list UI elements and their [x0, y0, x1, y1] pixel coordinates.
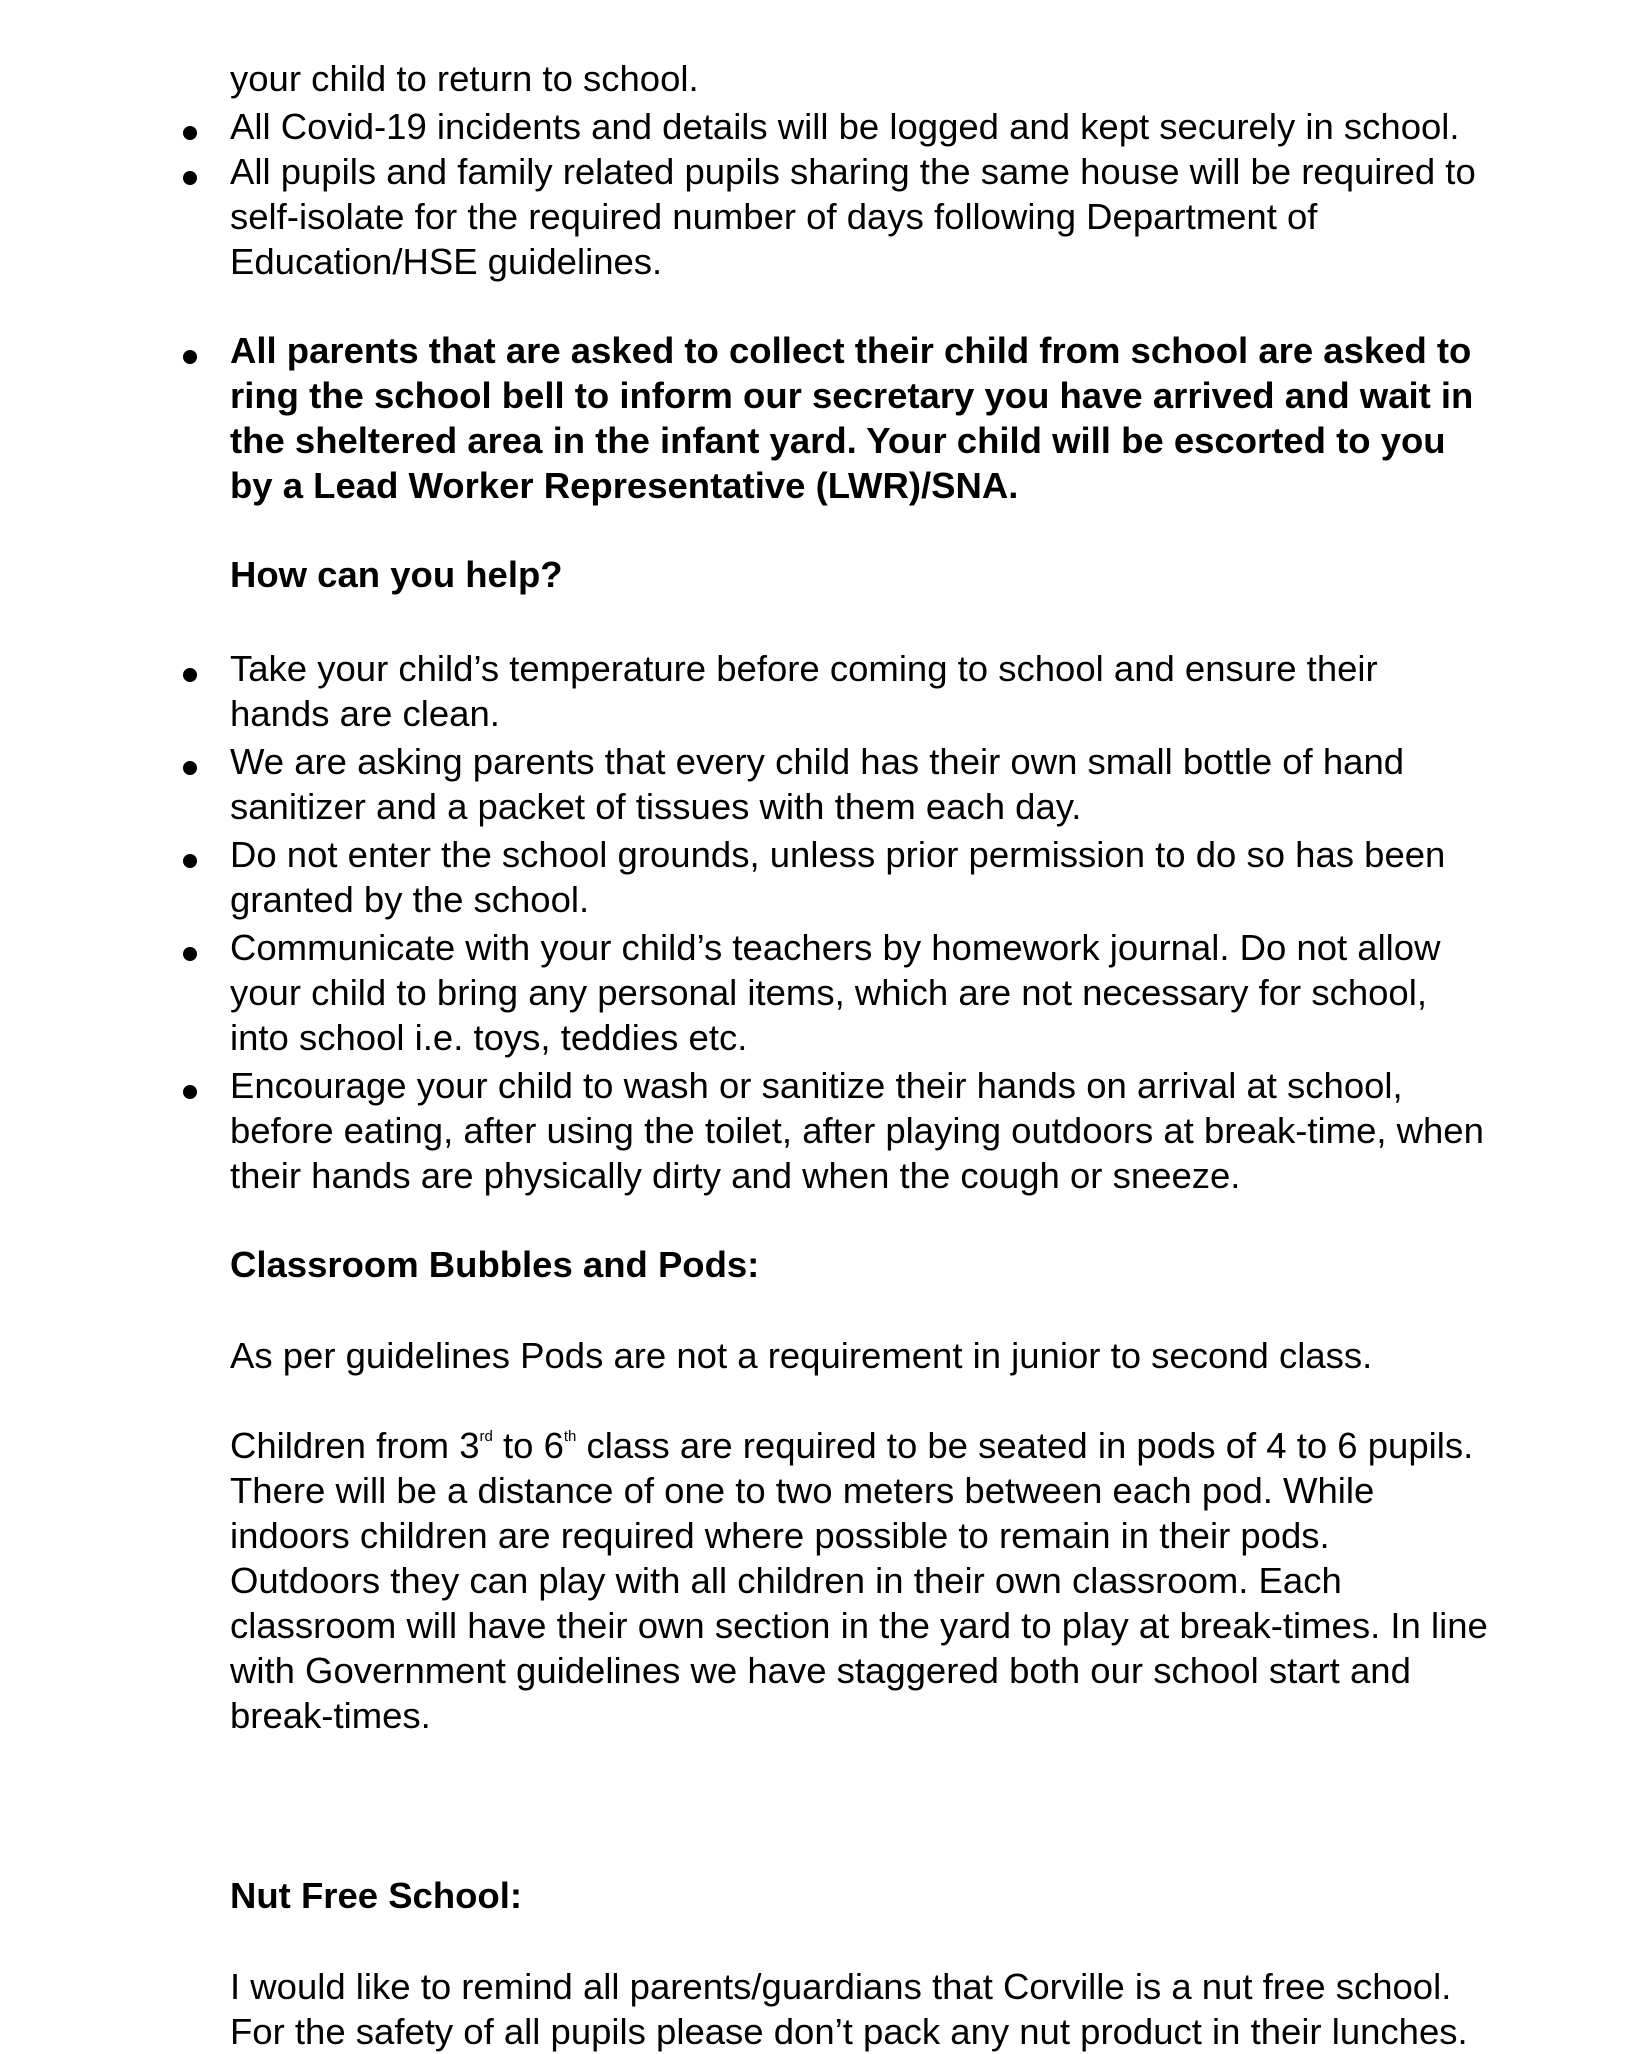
bullet-icon [183, 668, 197, 682]
bullet-text: Encourage your child to wash or sanitize their hands on arrival at school, [230, 1065, 1403, 1106]
bullet-text: Do not enter the school grounds, unless prior permission to do so has been [230, 834, 1446, 875]
pods-text-part: to 6 [492, 1425, 564, 1466]
bullet-icon [183, 171, 197, 185]
pods-paragraph-line: indoors children are required where possible to remain in their pods. [230, 1515, 1330, 1556]
nut-free-line: For the safety of all pupils please don’t pack any nut product in their lunches. [230, 2011, 1468, 2052]
pods-text-part: Children from 3 [230, 1425, 480, 1466]
bullet-text: their hands are physically dirty and when the cough or sneeze. [230, 1155, 1241, 1196]
bullet-text: All pupils and family related pupils sharing the same house will be required to [230, 151, 1476, 192]
ordinal-superscript: th [563, 1428, 577, 1445]
pods-heading: Classroom Bubbles and Pods: [230, 1244, 760, 1285]
bullet-icon [183, 1085, 197, 1099]
pods-paragraph-line: with Government guidelines we have staggered both our school start and [230, 1650, 1411, 1691]
bullet-text: self-isolate for the required number of days following Department of [230, 196, 1318, 237]
nut-free-line: I would like to remind all parents/guardians that Corville is a nut free school. [230, 1966, 1452, 2007]
pods-paragraph-line: break-times. [230, 1695, 431, 1736]
nut-free-heading: Nut Free School: [230, 1875, 523, 1916]
bullet-text: hands are clean. [230, 693, 500, 734]
bold-notice-text: ring the school bell to inform our secretary you have arrived and wait in [230, 375, 1474, 416]
bullet-text: We are asking parents that every child has their own small bottle of hand [230, 741, 1405, 782]
bullet-text: your child to bring any personal items, which are not necessary for school, [230, 972, 1427, 1013]
bullet-icon [183, 947, 197, 961]
bullet-text: sanitizer and a packet of tissues with them each day. [230, 786, 1082, 827]
bullet-text: Education/HSE guidelines. [230, 241, 663, 282]
bold-notice-text: All parents that are asked to collect their child from school are asked to [230, 330, 1472, 371]
bullet-icon [183, 854, 197, 868]
help-heading: How can you help? [230, 554, 563, 595]
ordinal-superscript: rd [479, 1428, 493, 1445]
pods-paragraph-line: Outdoors they can play with all children in their own classroom. Each [230, 1560, 1342, 1601]
bullet-icon [183, 761, 197, 775]
bullet-icon [183, 126, 197, 140]
bullet-text: Take your child’s temperature before coming to school and ensure their [230, 648, 1378, 689]
bold-notice-text: the sheltered area in the infant yard. Your child will be escorted to you [230, 420, 1446, 461]
pods-paragraph-line: There will be a distance of one to two meters between each pod. While [230, 1470, 1375, 1511]
bullet-text: before eating, after using the toilet, after playing outdoors at break-time, when [230, 1110, 1484, 1151]
pods-paragraph: As per guidelines Pods are not a requirement in junior to second class. [230, 1335, 1373, 1376]
pods-paragraph-line [230, 1423, 1473, 1468]
bullet-text: Communicate with your child’s teachers by homework journal. Do not allow [230, 927, 1441, 968]
bullet-icon [183, 350, 197, 364]
pods-paragraph-line: classroom will have their own section in the yard to play at break-times. In line [230, 1605, 1488, 1646]
bold-notice-text: by a Lead Worker Representative (LWR)/SNA. [230, 465, 1019, 506]
pods-text-part: class are required to be seated in pods of 4 to 6 pupils. [576, 1425, 1474, 1466]
bullet-text: All Covid-19 incidents and details will be logged and kept securely in school. [230, 106, 1460, 147]
bullet-text: granted by the school. [230, 879, 590, 920]
continuation-line: your child to return to school. [230, 58, 699, 99]
bullet-text: into school i.e. toys, teddies etc. [230, 1017, 748, 1058]
